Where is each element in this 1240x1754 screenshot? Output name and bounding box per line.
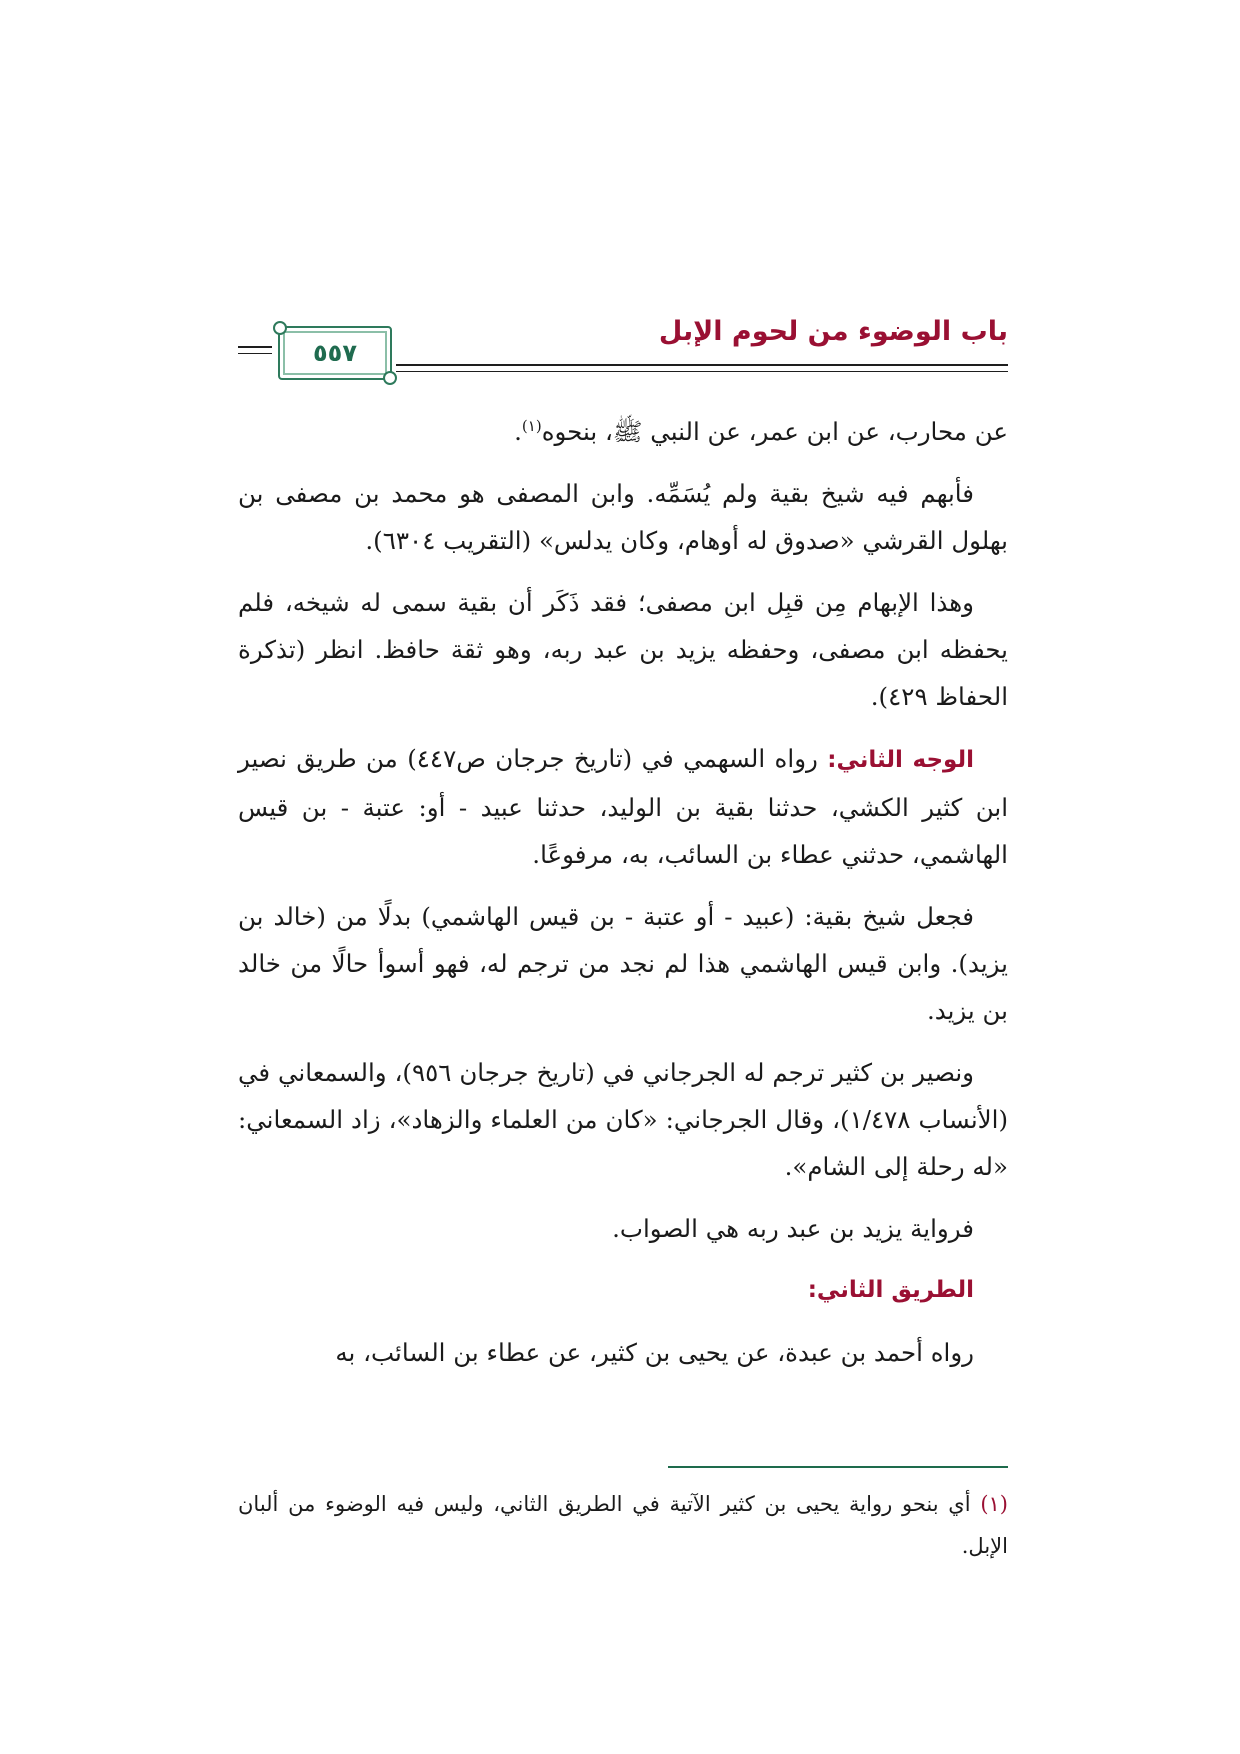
paragraph-end: .: [514, 417, 522, 446]
paragraph: وهذا الإبهام مِن قبِل ابن مصفى؛ فقد ذَكَر أن بقية سمى له شيخه، فلم يحفظه ابن مصفى، وحفظه يزيد بن عبد ربه، وهو ثقة حافظ. انظر (تذكرة الحفاظ ٤٢٩).: [238, 588, 1008, 711]
paragraph-text: عن محارب، عن ابن عمر، عن النبي ﷺ، بنحوه: [541, 417, 1008, 446]
page-number-badge: [278, 326, 392, 380]
main-text: [238, 408, 1008, 1391]
inline-heading: الوجه الثاني:: [827, 747, 974, 773]
footnote: [238, 1483, 1008, 1567]
header-rule: [396, 364, 1008, 366]
paragraph: [238, 735, 1008, 878]
paragraph: رواه أحمد بن عبدة، عن يحيى بن كثير، عن عطاء بن السائب، به: [335, 1338, 974, 1367]
header-rule-thin: [396, 371, 1008, 372]
paragraph-text: رواه السهمي في (تاريخ جرجان ص٤٤٧) من طريق نصير ابن كثير الكشي، حدثنا بقية بن الوليد، حدثنا عبيد - أو: عتبة - بن قيس الهاشمي، حدثني عطاء بن السائب، به، مرفوعًا.: [238, 744, 1008, 869]
running-header: [238, 316, 1008, 386]
header-rule-left: [238, 346, 272, 348]
footnote-number: (١): [980, 1492, 1008, 1516]
paragraph: فأبهم فيه شيخ بقية ولم يُسَمِّه. وابن المصفى هو محمد بن مصفى بن بهلول القرشي «صدوق له أوهام، وكان يدلس» (التقريب ٦٣٠٤).: [238, 479, 1008, 555]
footnote-separator: [668, 1466, 1008, 1468]
chapter-title: باب الوضوء من لحوم الإبل: [658, 316, 1008, 347]
footnote-reference: (١): [521, 416, 542, 435]
paragraph: فجعل شيخ بقية: (عبيد - أو عتبة - بن قيس الهاشمي) بدلًا من (خالد بن يزيد). وابن قيس الهاشمي هذا لم نجد من ترجم له، فهو أسوأ حالًا من خالد بن يزيد.: [238, 902, 1008, 1025]
section-heading: الطريق الثاني:: [807, 1277, 974, 1303]
footnote-text: أي بنحو رواية يحيى بن كثير الآتية في الطريق الثاني، وليس فيه الوضوء من ألبان الإبل.: [238, 1492, 1008, 1558]
page-number: ٥٥٧: [313, 339, 357, 367]
paragraph: فرواية يزيد بن عبد ربه هي الصواب.: [612, 1214, 974, 1243]
paragraph: [238, 408, 1008, 455]
header-rule-left-thin: [238, 353, 272, 354]
paragraph: ونصير بن كثير ترجم له الجرجاني في (تاريخ جرجان ٩٥٦)، والسمعاني في (الأنساب ١/٤٧٨)، وقال الجرجاني: «كان من العلماء والزهاد»، زاد السمعاني: «له رحلة إلى الشام».: [238, 1058, 1008, 1181]
